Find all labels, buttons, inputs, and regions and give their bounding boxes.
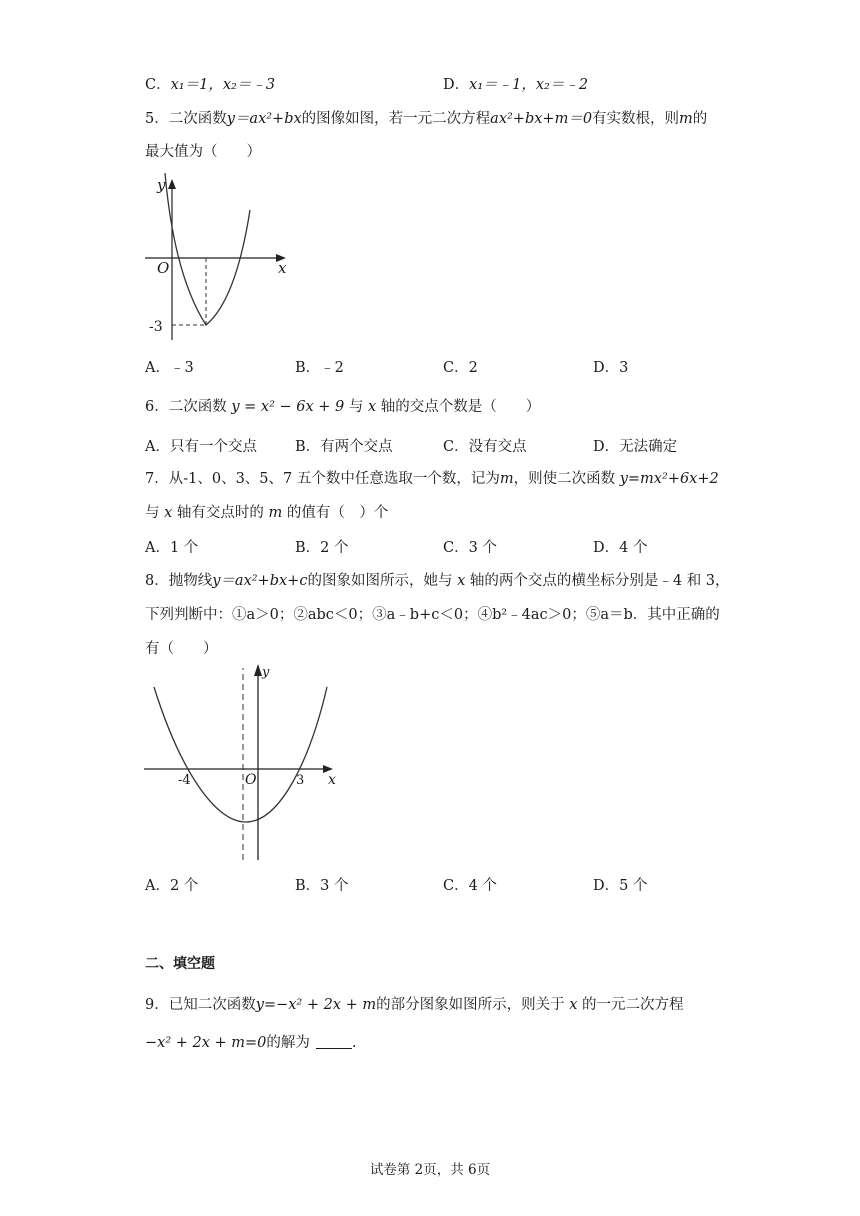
q7-option-c[interactable]: C．3 个 [443,540,497,556]
q6-stem: 6．二次函数 y = x² − 6x + 9 与 x 轴的交点个数是（ ） [145,399,541,415]
q5-stem-line1: 5．二次函数y＝ax²+bx的图像如图，若一元二次方程ax²+bx+m＝0有实数根，则m的 [145,111,708,127]
q6-option-d[interactable]: D．无法确定 [593,439,678,455]
q4-option-d-text: x₁＝﹣1，x₂＝﹣2 [469,77,589,93]
q5-min-label: -3 [149,319,163,335]
q9-stem-line2: −x² + 2x + m=0的解为 . [145,1035,357,1051]
q6-option-b[interactable]: B．有两个交点 [295,439,393,455]
q8-y-label: y [262,665,270,680]
q5-parabola-curve [165,173,250,325]
q5-y-label: y [157,176,166,194]
q8-stem-line3: 有（ ） [145,641,218,657]
q8-left-root-label: -4 [178,773,191,788]
q8-x-label: x [328,772,336,788]
q5-x-label: x [278,259,287,277]
q9-stem-line1: 9．已知二次函数y=−x² + 2x + m的部分图象如图所示，则关于 x 的一元二次方程 [145,997,684,1013]
q5-option-a[interactable]: A．﹣3 [145,360,194,376]
q4-option-c-text: x₁＝1，x₂＝﹣3 [170,77,276,93]
q6-option-c[interactable]: C．没有交点 [443,439,527,455]
q8-option-b[interactable]: B．3 个 [295,878,349,894]
q7-option-d[interactable]: D．4 个 [593,540,648,556]
q5-option-b[interactable]: B．﹣2 [295,360,344,376]
q7-option-a[interactable]: A．1 个 [145,540,199,556]
q5-option-c[interactable]: C．2 [443,360,478,376]
q7-stem-line2: 与 x 轴有交点时的 m 的值有（ ）个 [145,505,389,521]
q7-stem-line1: 7．从-1、0、3、5、7 五个数中任意选取一个数，记为m，则使二次函数 y=mx²+6x+2 [145,471,719,487]
q8-origin-label: O [245,772,257,788]
q5-option-d[interactable]: D．3 [593,360,629,376]
q4-option-d[interactable] [443,73,588,94]
q8-right-root-label: 3 [296,773,305,788]
q8-stem-line1: 8．抛物线y＝ax²+bx+c的图象如图所示，她与 x 轴的两个交点的横坐标分别是﹣4 和 3， [145,573,730,589]
q5-origin-label: O [157,259,170,277]
q4-option-c-letter: C． [145,77,171,93]
q8-stem-line2: 下列判断中：①a＞0；②abc＜0；③a﹣b+c＜0；④b²﹣4ac＞0；⑤a＝b．其中正确的 [145,607,720,623]
q8-option-c[interactable]: C．4 个 [443,878,497,894]
q8-parabola-figure [140,660,350,870]
q8-option-d[interactable]: D．5 个 [593,878,648,894]
q5-parabola-figure [140,175,300,345]
q5-y-arrow-icon [168,179,176,189]
q4-option-d-letter: D． [443,77,470,93]
page-footer: 试卷第 2页，共 6页 [369,1162,491,1178]
q8-option-a[interactable]: A．2 个 [145,878,199,894]
q6-option-a[interactable]: A．只有一个交点 [145,439,257,455]
q8-parabola-curve [154,687,327,822]
section-title: 二、填空题 [145,956,215,972]
q7-option-b[interactable]: B．2 个 [295,540,349,556]
q8-y-arrow-icon [254,664,262,676]
q9-answer-blank[interactable] [316,1034,352,1049]
q5-stem-line2: 最大值为（ ） [145,144,261,160]
q4-option-c[interactable] [145,73,275,94]
